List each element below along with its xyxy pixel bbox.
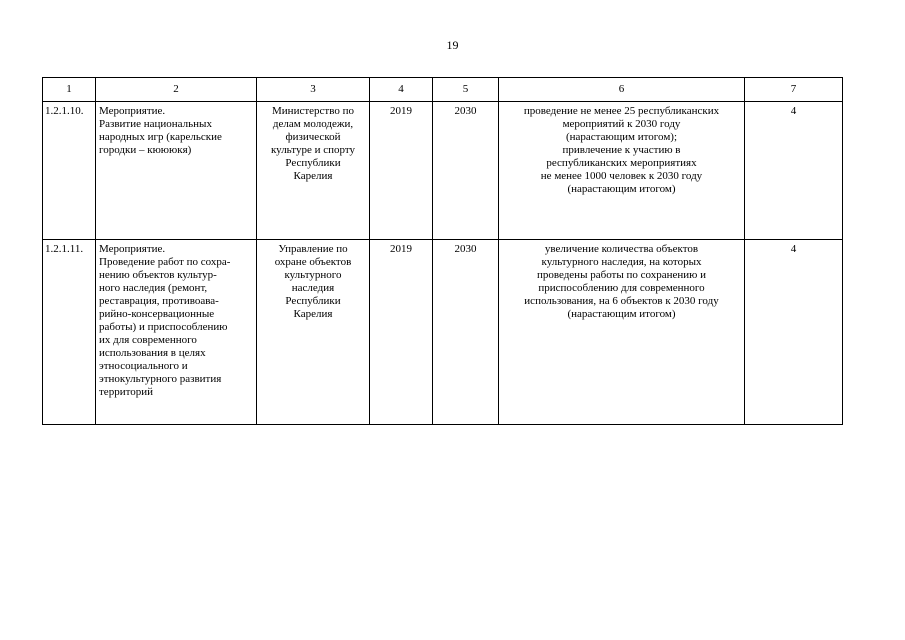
measure-line: городки – кюююкя) [99,144,192,156]
measure-line: рийно-консервационные [99,308,215,320]
result-line: проведены работы по сохранению и [536,269,707,281]
start-year: 2019 [370,102,433,240]
executor-line: физической [285,131,341,143]
header-cell-2: 2 [96,78,257,102]
result-line: не менее 1000 человек к 2030 году [540,170,703,182]
result-line: использования, на 6 объектов к 2030 году [524,295,719,307]
header-cell-1: 1 [43,78,96,102]
result-line: культурного наследия, на которых [541,256,702,268]
executor-line: культурного [284,269,342,281]
result-line: увеличение количества объектов [544,243,699,255]
executor-line: Карелия [293,308,333,320]
result-line: привлечение к участию в [562,144,681,156]
measure-line: этнокультурного развития [99,373,222,385]
measure-code: 1.2.1.11. [43,240,96,425]
executor-line: Управление по [278,243,348,255]
executor-line: Карелия [293,170,333,182]
result-line: республиканских мероприятиях [546,157,697,169]
measure-title: Мероприятие. [99,243,166,255]
measure-line: использования в целях [99,347,206,359]
header-cell-3: 3 [257,78,370,102]
measure-line: этносоциального и [99,360,188,372]
program-table [42,77,843,425]
result-line: (нарастающим итогом) [567,308,676,320]
executor-line: Республики [285,295,341,307]
page-number: 19 [446,38,459,52]
column-7-value: 4 [745,240,843,425]
result-line: мероприятий к 2030 году [562,118,681,130]
measure-line: реставрация, противоава- [99,295,219,307]
column-7-value: 4 [745,102,843,240]
measure-description [96,102,257,240]
executor-line: Республики [285,157,341,169]
table-header-row [43,78,843,102]
executor-line: наследия [291,282,335,294]
header-cell-7: 7 [745,78,843,102]
measure-line: Развитие национальных [99,118,212,130]
result-line: (нарастающим итогом) [567,183,676,195]
measure-line: работы) и приспособлению [99,321,228,333]
measure-line: нению объектов культур- [99,269,217,281]
executor-line: Министерство по [272,105,354,117]
measure-code: 1.2.1.10. [43,102,96,240]
table-row [43,240,843,425]
result-line: (нарастающим итогом); [565,131,678,143]
measure-executor [257,102,370,240]
expected-result [499,102,745,240]
expected-result [499,240,745,425]
measure-executor [257,240,370,425]
header-cell-5: 5 [433,78,499,102]
executor-line: культуре и спорту [270,144,355,156]
measure-line: народных игр (карельские [99,131,222,143]
measure-line: их для современного [99,334,197,346]
header-cell-4: 4 [370,78,433,102]
measure-title: Мероприятие. [99,105,166,117]
measure-description [96,240,257,425]
measure-line: территорий [99,386,154,398]
end-year: 2030 [433,240,499,425]
header-cell-6: 6 [499,78,745,102]
result-line: проведение не менее 25 республиканских [523,105,720,117]
executor-line: делам молодежи, [272,118,354,130]
executor-line: охране объектов [274,256,352,268]
measure-line: ного наследия (ремонт, [99,282,208,294]
table-row [43,102,843,240]
measure-line: Проведение работ по сохра- [99,256,231,268]
result-line: приспособлению для современного [538,282,705,294]
end-year: 2030 [433,102,499,240]
start-year: 2019 [370,240,433,425]
